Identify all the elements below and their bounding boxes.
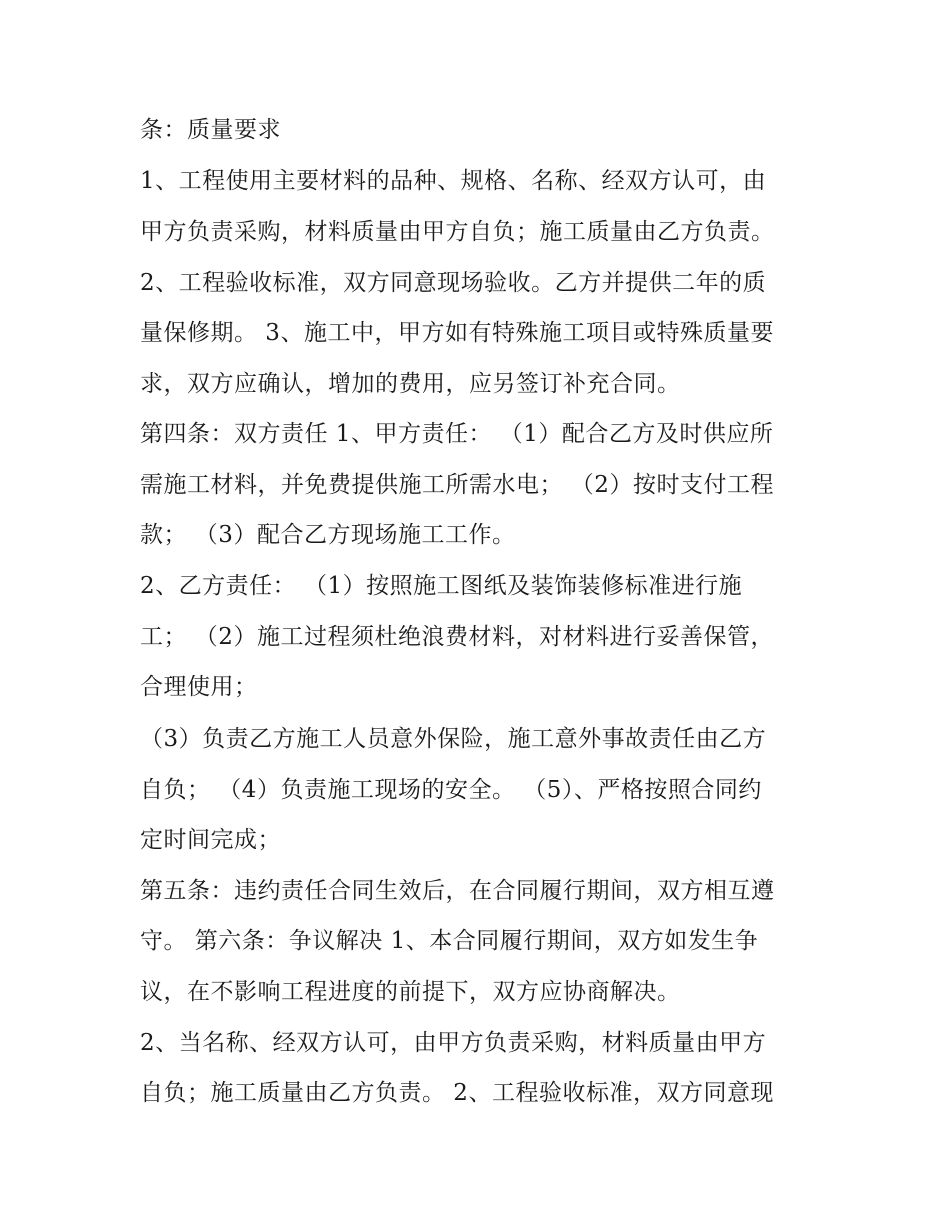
text-line: 自负； （4）负责施工现场的安全。 （5）、严格按照合同约	[140, 777, 762, 803]
text-line: 2、当名称、经双方认可，由甲方负责采购，材料质量由甲方	[140, 1030, 767, 1056]
text-line: 1、工程使用主要材料的品种、规格、名称、经双方认可，由	[140, 168, 767, 194]
text-line: 第五条：违约责任合同生效后，在合同履行期间，双方相互遵	[140, 878, 775, 904]
text-line: 定时间完成；	[140, 827, 281, 853]
text-line: 甲方负责采购，材料质量由甲方自负；施工质量由乙方负责。	[140, 219, 775, 245]
text-line: 守。 第六条：争议解决 1、本合同履行期间，双方如发生争	[140, 928, 759, 954]
text-line: 自负；施工质量由乙方负责。 2、工程验收标准，双方同意现	[140, 1080, 774, 1106]
text-line: 合理使用；	[140, 674, 258, 700]
text-line: 求，双方应确认，增加的费用，应另签订补充合同。	[140, 371, 681, 397]
text-line: 量保修期。 3、施工中，甲方如有特殊施工项目或特殊质量要	[140, 320, 774, 346]
text-line: 第四条：双方责任 1、甲方责任： （1）配合乙方及时供应所	[140, 421, 774, 447]
text-line: 2、乙方责任： （1）按照施工图纸及装饰装修标准进行施	[140, 573, 743, 599]
text-line: 条：质量要求	[140, 117, 281, 143]
text-line: 工； （2）施工过程须杜绝浪费材料，对材料进行妥善保管，	[140, 624, 774, 650]
text-line: （3）负责乙方施工人员意外保险，施工意外事故责任由乙方	[140, 726, 767, 752]
text-line: 2、工程验收标准，双方同意现场验收。乙方并提供二年的质	[140, 270, 767, 296]
text-line: 款； （3）配合乙方现场施工工作。	[140, 522, 516, 548]
text-line: 议，在不影响工程进度的前提下，双方应协商解决。	[140, 979, 681, 1005]
text-line: 需施工材料，并免费提供施工所需水电； （2）按时支付工程	[140, 472, 774, 498]
